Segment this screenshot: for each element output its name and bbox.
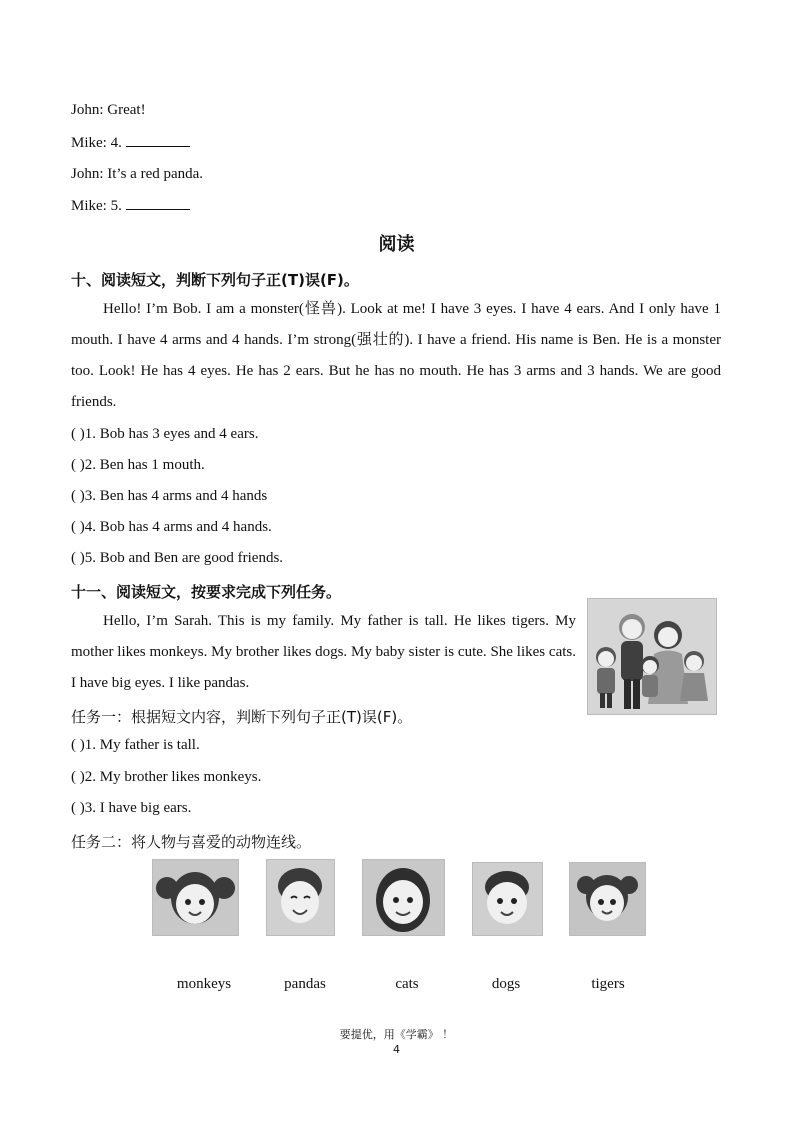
animal-word-dogs[interactable]: dogs xyxy=(491,976,521,992)
task1-instruction: 任务一：根据短文内容，判断下列句子正(T)误(F)。 xyxy=(71,708,413,726)
dialogue-line-1: John: Great! xyxy=(71,102,146,118)
part10-question-4: ( )4. Bob has 4 arms and 4 hands. xyxy=(71,519,272,535)
part11-passage: Hello, I’m Sarah. This is my family. My father is tall. He likes tigers. My mother likes monkeys. My brother likes dogs. My baby sister is cute. She likes cats. I have big eyes. I like pandas. xyxy=(71,613,576,691)
dialogue-line-2: Mike: 4. xyxy=(71,134,190,152)
portrait-brother[interactable] xyxy=(472,862,543,936)
animal-word-pandas[interactable]: pandas xyxy=(284,976,326,992)
part10-passage: Hello! I’m Bob. I am a monster(怪兽). Look at me! I have 3 eyes. I have 4 ears. And I only have 1 mouth. I have 4 arms and 4 hands. I’m strong(强壮的). I have a friend. His name is Ben. He is a monster too. Look! He has 4 eyes. He has 2 ears. But he has no mouth. He has 3 arms and 3 hands. We are good friends. xyxy=(71,301,721,410)
task1-question-2: ( )2. My brother likes monkeys. xyxy=(71,769,262,785)
animal-word-cats[interactable]: cats xyxy=(395,976,419,992)
animal-word-tigers[interactable]: tigers xyxy=(591,976,625,992)
part10-question-1: ( )1. Bob has 3 eyes and 4 ears. xyxy=(71,426,259,442)
portrait-boy-smiling[interactable] xyxy=(266,859,335,936)
part10-question-3: ( )3. Ben has 4 arms and 4 hands xyxy=(71,488,268,504)
footer-slogan: 要提优，用《学霸》 ！ xyxy=(339,1028,454,1041)
portrait-baby-sister[interactable] xyxy=(569,862,646,936)
animal-word-monkeys[interactable]: monkeys xyxy=(176,976,232,992)
section-title: 阅读 xyxy=(378,234,415,255)
part11-heading: 十一、阅读短文，按要求完成下列任务。 xyxy=(71,583,342,601)
dialogue-line-4: Mike: 5. xyxy=(71,197,190,215)
task1-question-3: ( )3. I have big ears. xyxy=(71,800,192,816)
answer-blank[interactable] xyxy=(126,197,190,210)
dialogue-line-3: John: It’s a red panda. xyxy=(71,166,204,182)
portrait-girl-pigtails[interactable] xyxy=(152,859,239,936)
task2-instruction: 任务二：将人物与喜爱的动物连线。 xyxy=(71,833,312,851)
family-photo xyxy=(587,598,717,715)
page-number: 4 xyxy=(393,1043,400,1056)
answer-blank[interactable] xyxy=(126,134,190,147)
part10-question-5: ( )5. Bob and Ben are good friends. xyxy=(71,550,284,566)
part10-question-2: ( )2. Ben has 1 mouth. xyxy=(71,457,205,473)
portrait-mother[interactable] xyxy=(362,859,445,936)
task1-question-1: ( )1. My father is tall. xyxy=(71,737,200,753)
part10-heading: 十、阅读短文，判断下列句子正(T)误(F)。 xyxy=(71,271,359,289)
